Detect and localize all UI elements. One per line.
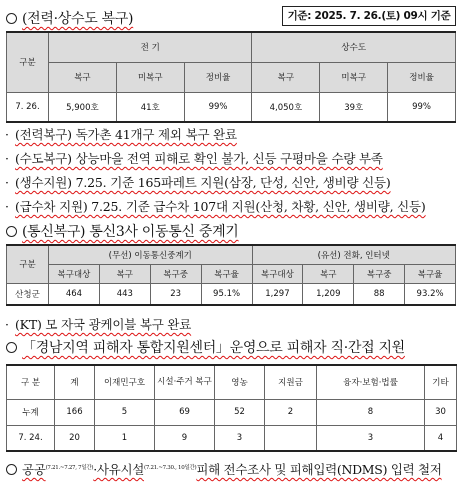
cell: 3 <box>215 425 265 451</box>
cell: 산청군 <box>7 283 49 305</box>
circle-bullet-icon <box>6 13 17 24</box>
subheader: 복구 <box>303 264 354 283</box>
cell: 9 <box>155 425 215 451</box>
bullet-item: · (생수지원) 7.25. 기준 165파레트 지원(삼장, 단성, 신안, 생비량 신등) <box>5 175 391 190</box>
section-heading-power <box>6 8 133 28</box>
telecom-table <box>6 244 456 306</box>
bullet-item: · (수도복구) 상능마을 전역 피해로 확인 불가, 신등 구평마을 수량 부족 <box>5 151 383 166</box>
table-row <box>7 425 457 451</box>
cell: 95.1% <box>201 283 252 305</box>
header-cell: 영농 <box>215 365 265 399</box>
cell: 8 <box>317 399 425 425</box>
subheader: 복구대상 <box>49 264 100 283</box>
cell: 88 <box>354 283 405 305</box>
cell: 52 <box>215 399 265 425</box>
subheader: 미복구 <box>116 62 184 92</box>
subheader: 복구 <box>252 62 320 92</box>
subheader: 복구중 <box>354 264 405 283</box>
cell: 443 <box>99 283 150 305</box>
header-cell: 구 분 <box>7 365 55 399</box>
bullet-item: · (급수차 지원) 7.25. 기준 급수차 107대 지원(산청, 차황, 신안, 생비량, 신등) <box>5 199 426 214</box>
cell: 99% <box>184 92 252 122</box>
subheader: 복구율 <box>405 264 456 283</box>
cell: 69 <box>155 399 215 425</box>
bullet-item: · (전력복구) 독가촌 41개구 제외 복구 완료 <box>5 127 237 142</box>
section-title: (통신복구) 통신3사 이동통신 중계기 <box>22 224 239 240</box>
cell: 30 <box>425 399 457 425</box>
cell: 23 <box>150 283 201 305</box>
header-cell: 시설·주거 복구 <box>155 365 215 399</box>
power-water-table <box>6 31 456 123</box>
header-wired: (유선) 전화, 인터넷 <box>252 245 456 264</box>
section-heading-survey: 공공$^{(7.21.\sim 7.27, 7일간)}$·사유시설$^{(7.21.\sim 7.30., 10일간)}$피해 전수조사 및 피해입력(NDMS) 입력 철저 <box>6 460 442 478</box>
cell <box>265 425 317 451</box>
subheader: 복구 <box>49 62 117 92</box>
cell: 5 <box>95 399 155 425</box>
section-title: (전력·상수도 복구) <box>22 11 134 27</box>
support-center-table <box>6 364 457 452</box>
header-cell: 융자·보험·법률 <box>317 365 425 399</box>
cell: 1,209 <box>303 283 354 305</box>
cell: 5,900호 <box>49 92 117 122</box>
cell: 39호 <box>320 92 388 122</box>
header-cell: 기타 <box>425 365 457 399</box>
section-heading-center <box>6 337 405 357</box>
cell: 20 <box>55 425 95 451</box>
circle-bullet-icon <box>6 226 17 237</box>
subheader: 복구 <box>99 264 150 283</box>
cell: 4 <box>425 425 457 451</box>
cell: 7. 26. <box>7 92 49 122</box>
circle-bullet-icon <box>6 342 17 353</box>
header-gubun: 구분 <box>7 32 49 92</box>
cell: 누계 <box>7 399 55 425</box>
circle-bullet-icon <box>6 464 17 475</box>
subheader: 복구중 <box>150 264 201 283</box>
subheader: 복구율 <box>201 264 252 283</box>
cell: 93.2% <box>405 283 456 305</box>
cell: 464 <box>49 283 100 305</box>
table-row <box>7 92 456 122</box>
section-title: 「경남지역 피해자 통합지원센터」운영으로 피해자 직·간접 지원 <box>22 340 405 356</box>
bullet-item: · (KT) 모 자국 광케이블 복구 완료 <box>5 317 192 332</box>
subheader: 미복구 <box>320 62 388 92</box>
table-row <box>7 399 457 425</box>
cell: 4,050호 <box>252 92 320 122</box>
section-heading-comm <box>6 221 239 241</box>
basis-date-box: 기준: 2025. 7. 26.(토) 09시 기준 <box>282 6 456 26</box>
cell: 1,297 <box>252 283 303 305</box>
cell: 41호 <box>116 92 184 122</box>
cell: 3 <box>317 425 425 451</box>
header-mobile: (무선) 이동통신중계기 <box>49 245 253 264</box>
table-row <box>7 283 456 305</box>
subheader: 정비율 <box>184 62 252 92</box>
cell: 7. 24. <box>7 425 55 451</box>
header-cell: 계 <box>55 365 95 399</box>
cell: 2 <box>265 399 317 425</box>
header-cell: 지원금 <box>265 365 317 399</box>
cell: 166 <box>55 399 95 425</box>
subheader: 복구대상 <box>252 264 303 283</box>
cell: 1 <box>95 425 155 451</box>
header-cell: 이재민구호 <box>95 365 155 399</box>
header-water: 상수도 <box>252 32 456 62</box>
subheader: 정비율 <box>388 62 456 92</box>
header-gubun: 구분 <box>7 245 49 283</box>
cell: 99% <box>388 92 456 122</box>
header-power: 전 기 <box>49 32 252 62</box>
